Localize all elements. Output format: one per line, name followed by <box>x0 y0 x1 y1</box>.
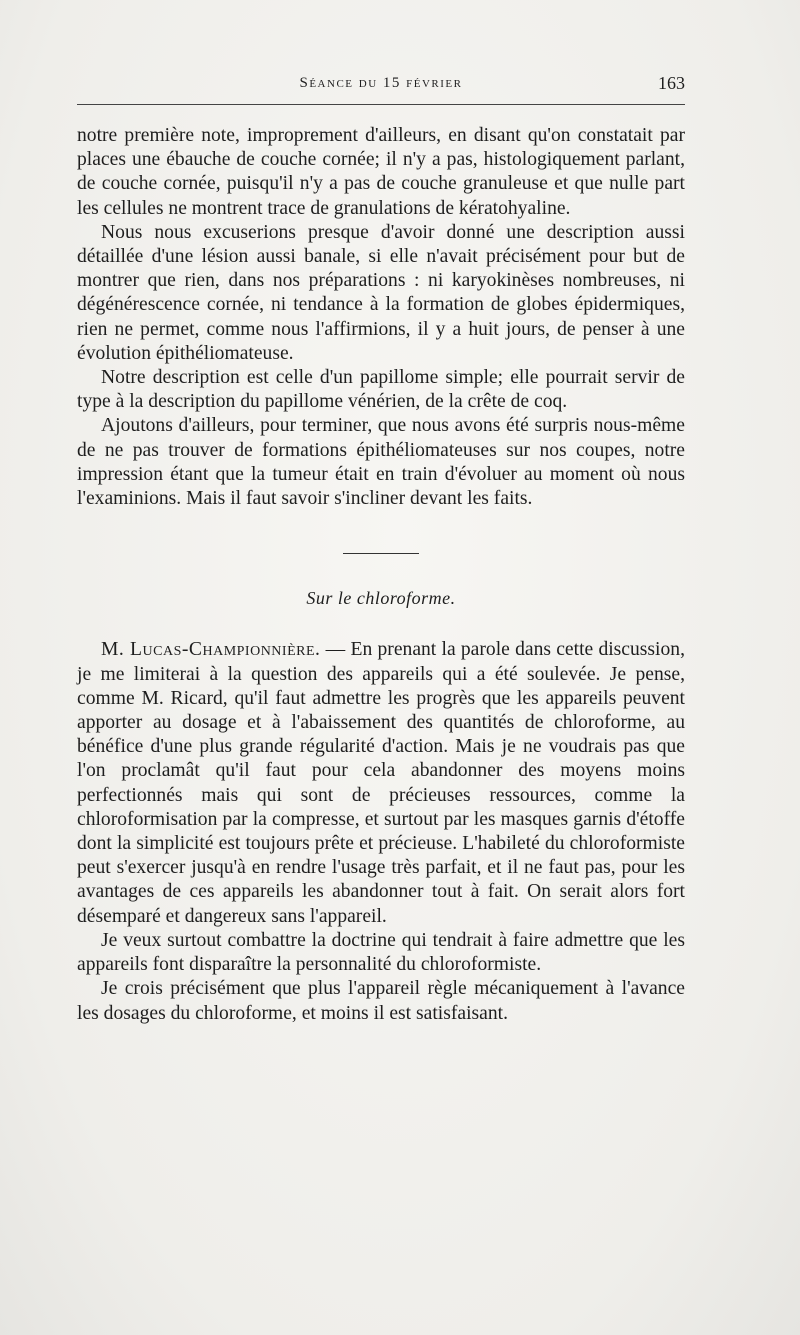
speaker-text: — En prenant la parole dans cette discussion, je me limiterai à la question des appareils qui a été soulevée. Je pense, comme M. Ricard, qu'il faut admettre les progrès que les appareils peuvent apporter au dosage et à l'abaissement des quantités de chloroforme, au bénéfice d'une plus grande régularité d'action. Mais je ne voudrais pas que l'on proclamât qu'il faut pour cela abandonner des moyens moins perfectionnés mais qui sont de précieuses ressources, comme la chloroformisation par la compresse, et surtout par les masques garnis d'étoffe dont la simplicité est toujours prête et précieuse. L'habileté du chloroformiste peut s'exercer jusqu'à en rendre l'usage très parfait, et il ne faut pas, pour les avantages de ces appareils les abandonner tout à fait. On serait alors fort désemparé et dangereux sans l'appareil. <box>77 639 685 927</box>
header-rule <box>77 104 685 105</box>
paragraph-continued: notre première note, improprement d'ailleurs, en disant qu'on constatait par places une ébauche de couche cornée; il n'y a pas, histologiquement parlant, de couche cornée, puisqu'il n'y a pas de couche granuleuse et que nulle part les cellules ne montrent trace de granulations de kératohyaline. <box>77 125 685 219</box>
paragraph: Notre description est celle d'un papillome simple; elle pourrait servir de type à la description du papillome vénérien, de la crête de coq. <box>77 367 685 413</box>
running-title: Séance du 15 février <box>299 75 463 91</box>
paragraph: Je crois précisément que plus l'appareil règle mécaniquement à l'avance les dosages du chloroforme, et moins il est satisfaisant. <box>77 978 685 1024</box>
paragraph: Je veux surtout combattre la doctrine qui tendrait à faire admettre que les appareils font disparaître la personnalité du chloroformiste. <box>77 929 685 976</box>
paragraph: Nous nous excuserions presque d'avoir donné une description aussi détaillée d'une lésion aussi banale, si elle n'avait précisément pour but de montrer que rien, dans nos préparations : ni karyokinèses nombreuses, ni dégénérescence cornée, ni tendance à la formation de globes épidermiques, rien ne permet, comme nous l'affirmions, il y a huit jours, de penser à une évolution épithéliomateuse. <box>77 221 685 364</box>
speaker-name: M. Lucas-Championnière. <box>101 639 321 661</box>
speaker-paragraph <box>77 638 685 928</box>
page-number: 163 <box>658 73 685 93</box>
paragraph: Ajoutons d'ailleurs, pour terminer, que nous avons été surpris nous-même de ne pas trouver de formations épithéliomateuses sur nos coupes, notre impression étant que la tumeur était en train d'évoluer au moment où nous l'examinions. Mais il faut savoir s'incliner devant les faits. <box>77 415 685 510</box>
section-separator <box>343 553 419 554</box>
section-title: Sur le chloroforme. <box>306 588 456 609</box>
page-header <box>77 70 685 96</box>
body-text <box>77 124 685 1026</box>
